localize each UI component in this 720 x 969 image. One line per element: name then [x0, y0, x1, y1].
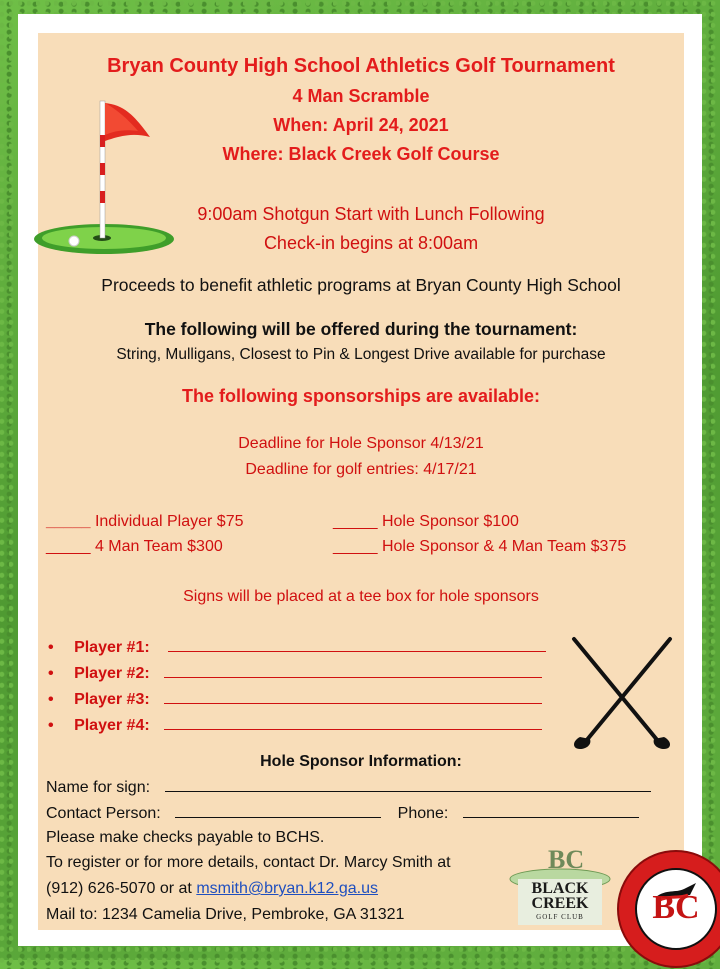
black-creek-monogram: BC	[548, 845, 585, 874]
option-blank: _____	[46, 538, 91, 555]
phone-field[interactable]	[463, 816, 639, 818]
option-label: Hole Sponsor $100	[381, 513, 519, 530]
option-blank: _____	[46, 513, 91, 530]
player-label: Player #4:	[74, 717, 150, 734]
black-creek-line2: CREEK	[531, 895, 589, 912]
black-creek-line1: BLACK	[531, 880, 589, 897]
player-row-2[interactable]	[48, 665, 542, 683]
option-hole-team[interactable]	[333, 538, 626, 556]
email-link[interactable]: msmith@bryan.k12.ga.us	[196, 880, 378, 897]
offered-items: String, Mulligans, Closest to Pin & Longest Drive available for purchase	[116, 346, 606, 363]
player-entry-line[interactable]	[164, 676, 542, 678]
signs-note: Signs will be placed at a tee box for hole sponsors	[183, 588, 539, 605]
black-creek-logo	[508, 845, 612, 925]
proceeds-line: Proceeds to benefit athletic programs at Bryan County High School	[101, 275, 621, 295]
where-line: Where: Black Creek Golf Course	[222, 144, 500, 164]
option-blank: _____	[333, 538, 378, 555]
player-entry-line[interactable]	[164, 702, 542, 704]
booster-club-logo	[616, 849, 720, 969]
field-label: Contact Person:	[46, 805, 161, 822]
deadline-hole: Deadline for Hole Sponsor 4/13/21	[238, 435, 484, 452]
mail-line: Mail to: 1234 Camelia Drive, Pembroke, GA 31321	[46, 906, 405, 923]
deadline-entries: Deadline for golf entries: 4/17/21	[245, 461, 477, 478]
crossed-golf-clubs-icon	[566, 633, 678, 753]
black-creek-wordmark	[508, 881, 612, 911]
player-label: Player #2:	[74, 665, 150, 682]
bullet-icon: •	[48, 639, 54, 656]
phone-email-line	[46, 880, 378, 898]
option-blank: _____	[333, 513, 378, 530]
shotgun-start: 9:00am Shotgun Start with Lunch Following	[197, 204, 545, 224]
when-line: When: April 24, 2021	[273, 115, 449, 135]
option-individual[interactable]	[46, 513, 244, 531]
check-in: Check-in begins at 8:00am	[263, 233, 479, 253]
name-for-sign-row[interactable]	[46, 779, 651, 797]
field-label: Phone:	[397, 805, 449, 822]
bullet-icon: •	[48, 717, 54, 734]
player-row-3[interactable]	[48, 691, 542, 709]
contact-person-field[interactable]	[175, 816, 381, 818]
name-for-sign-field[interactable]	[165, 790, 651, 792]
player-row-4[interactable]	[48, 717, 542, 735]
player-label: Player #1:	[74, 639, 150, 656]
format-line: 4 Man Scramble	[292, 86, 430, 106]
bullet-icon: •	[48, 691, 54, 708]
player-row-1[interactable]	[48, 639, 546, 657]
booster-monogram: BC	[652, 889, 700, 926]
player-entry-line[interactable]	[168, 650, 546, 652]
player-label: Player #3:	[74, 691, 150, 708]
phone-number: (912) 626-5070 or at	[46, 880, 192, 897]
hole-info-heading: Hole Sponsor Information:	[260, 753, 462, 770]
option-hole-sponsor[interactable]	[333, 513, 519, 531]
bullet-icon: •	[48, 665, 54, 682]
option-team[interactable]	[46, 538, 223, 556]
player-entry-line[interactable]	[164, 728, 542, 730]
black-creek-subtitle: GOLF CLUB	[536, 913, 584, 921]
checks-line: Please make checks payable to BCHS.	[46, 829, 325, 846]
tournament-title: Bryan County High School Athletics Golf Tournament	[107, 55, 615, 77]
option-label: Individual Player $75	[94, 513, 244, 530]
option-label: Hole Sponsor & 4 Man Team $375	[381, 538, 627, 555]
register-line: To register or for more details, contact Dr. Marcy Smith at	[46, 854, 451, 871]
contact-row[interactable]	[46, 805, 639, 823]
sponsor-heading: The following sponsorships are available:	[181, 386, 541, 406]
field-label: Name for sign:	[46, 779, 151, 796]
option-label: 4 Man Team $300	[94, 538, 223, 555]
offered-heading: The following will be offered during the tournament:	[144, 319, 578, 339]
golf-flag-icon	[34, 95, 176, 255]
flyer	[38, 33, 700, 930]
